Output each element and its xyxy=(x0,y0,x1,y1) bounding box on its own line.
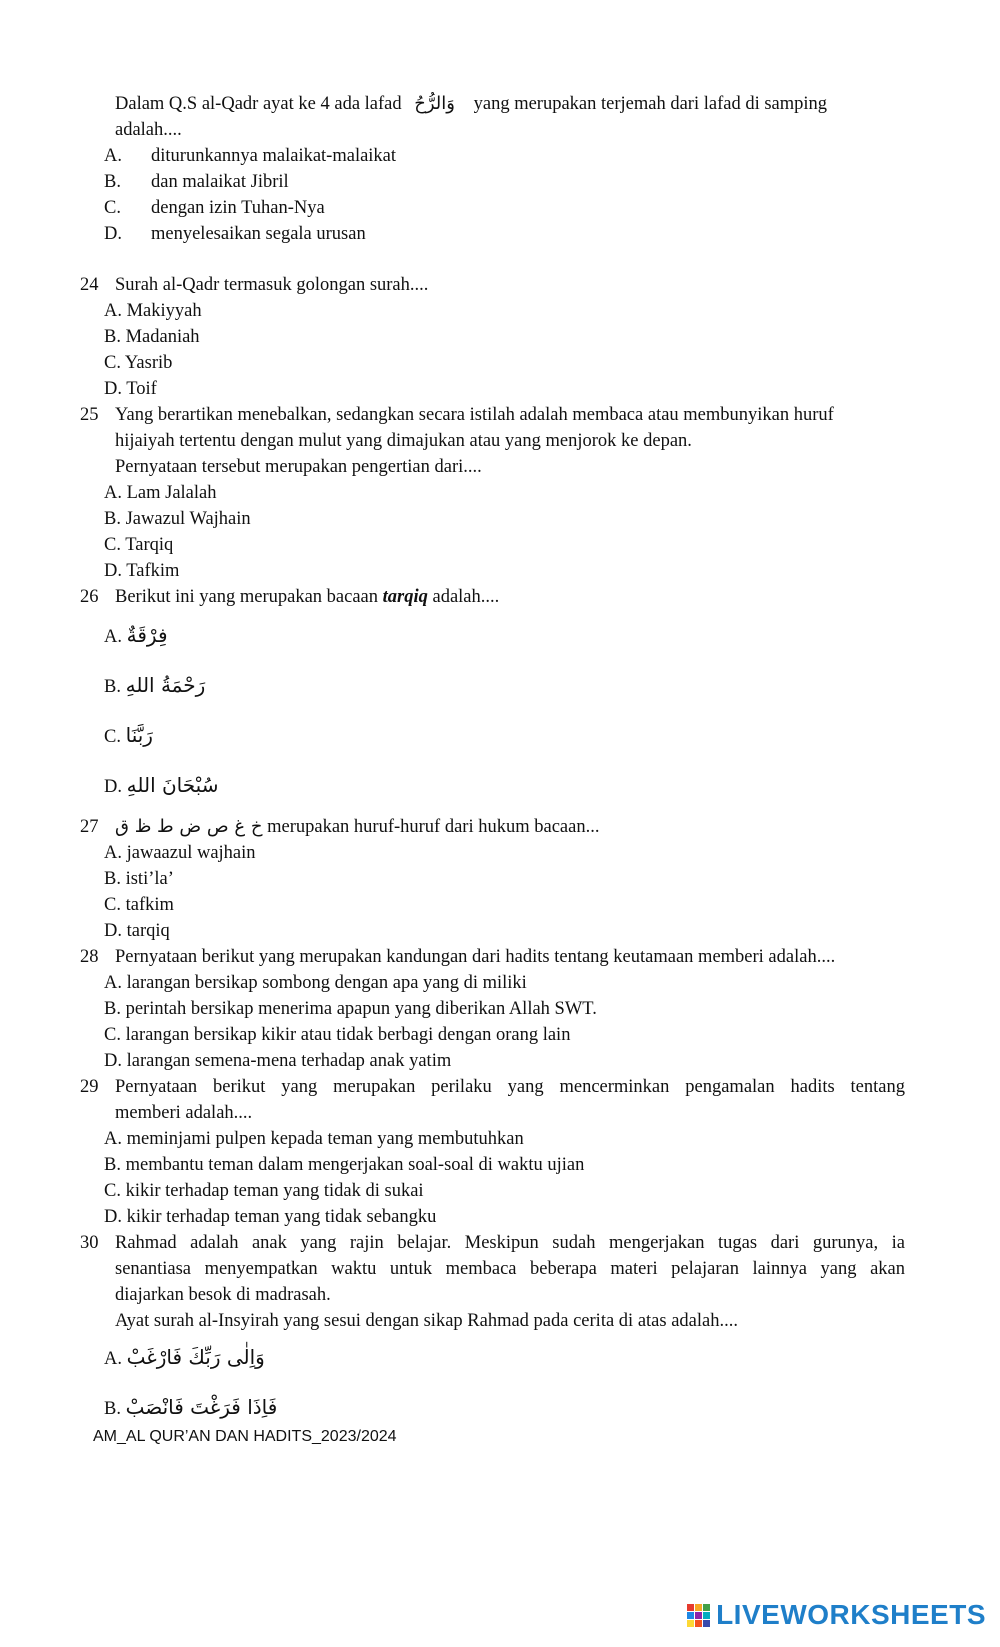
q29-option-b[interactable]: B. membantu teman dalam mengerjakan soal-soal di waktu ujian xyxy=(104,1155,585,1175)
q24-option-b[interactable]: B. Madaniah xyxy=(104,327,200,347)
q27-option-a[interactable]: A. jawaazul wajhain xyxy=(104,843,256,863)
q26-option-d-arabic: سُبْحَانَ اللهِ xyxy=(126,773,219,797)
q25-option-b[interactable]: B. Jawazul Wajhain xyxy=(104,509,251,529)
page-footer: AM_AL QUR’AN DAN HADITS_2023/2024 xyxy=(93,1428,397,1445)
q23-arabic-lafad: وَالرُّحُ xyxy=(414,93,455,114)
q28-number: 28 xyxy=(80,947,99,967)
q28-stem: Pernyataan berikut yang merupakan kandungan dari hadits tentang keutamaan memberi adalah.... xyxy=(115,947,836,967)
q27-stem: خ غ ص ض ط ظ ق merupakan huruf-huruf dari hukum bacaan... xyxy=(115,814,599,840)
q23-stem-before: Dalam Q.S al-Qadr ayat ke 4 ada lafad xyxy=(115,94,402,114)
q23-option-c[interactable]: C. dengan izin Tuhan-Nya xyxy=(104,198,325,218)
q25-number: 25 xyxy=(80,405,99,425)
q29-stem-line1: Pernyataan berikut yang merupakan perilaku yang mencerminkan pengamalan hadits tentang xyxy=(115,1077,905,1097)
q27-option-d[interactable]: D. tarqiq xyxy=(104,921,170,941)
q30-option-a[interactable]: A. وَاِلٰى رَبِّكَ فَارْغَبْ xyxy=(104,1345,265,1369)
q24-number: 24 xyxy=(80,275,99,295)
q28-option-a[interactable]: A. larangan bersikap sombong dengan apa yang di miliki xyxy=(104,973,527,993)
q28-option-d[interactable]: D. larangan semena-mena terhadap anak yatim xyxy=(104,1051,452,1071)
q27-arabic-letters: خ غ ص ض ط ظ ق xyxy=(115,816,263,837)
q26-option-c[interactable]: C. رَبَّنَا xyxy=(104,723,153,747)
q25-option-a[interactable]: A. Lam Jalalah xyxy=(104,483,217,503)
q30-stem-line2: senantiasa menyempatkan waktu untuk membaca beberapa materi pelajaran lainnya yang akan xyxy=(115,1259,905,1279)
q26-number: 26 xyxy=(80,587,99,607)
q26-option-b-arabic: رَحْمَةُ اللهِ xyxy=(125,673,206,697)
q30-option-b[interactable]: B. فَاِذَا فَرَغْتَ فَانْصَبْ xyxy=(104,1395,278,1419)
q26-option-a-arabic: فِرْقَةٌ xyxy=(126,623,168,647)
q25-stem-line3: Pernyataan tersebut merupakan pengertian dari.... xyxy=(115,457,482,477)
q26-stem: Berikut ini yang merupakan bacaan tarqiq adalah.... xyxy=(115,587,500,607)
q29-option-c[interactable]: C. kikir terhadap teman yang tidak di sukai xyxy=(104,1181,424,1201)
q23-option-a[interactable]: A. diturunkannya malaikat-malaikat xyxy=(104,146,397,166)
q26-stem-emphasis: tarqiq xyxy=(382,587,428,607)
liveworksheets-logo-icon xyxy=(687,1604,710,1627)
q28-option-b[interactable]: B. perintah bersikap menerima apapun yang diberikan Allah SWT. xyxy=(104,999,597,1019)
q25-option-d[interactable]: D. Tafkim xyxy=(104,561,180,581)
q24-option-d[interactable]: D. Toif xyxy=(104,379,157,399)
q23-option-d[interactable]: D. menyelesaikan segala urusan xyxy=(104,224,366,244)
q29-number: 29 xyxy=(80,1077,99,1097)
q27-option-b[interactable]: B. isti’la’ xyxy=(104,869,174,889)
q29-stem-line2: memberi adalah.... xyxy=(115,1103,253,1123)
q29-option-d[interactable]: D. kikir terhadap teman yang tidak sebangku xyxy=(104,1207,437,1227)
q23-option-b[interactable]: B. dan malaikat Jibril xyxy=(104,172,289,192)
q23-stem-after: yang merupakan terjemah dari lafad di samping xyxy=(473,94,828,114)
q26-option-d[interactable]: D. سُبْحَانَ اللهِ xyxy=(104,773,219,797)
q28-option-c[interactable]: C. larangan bersikap kikir atau tidak berbagi dengan orang lain xyxy=(104,1025,571,1045)
q29-option-a[interactable]: A. meminjami pulpen kepada teman yang membutuhkan xyxy=(104,1129,524,1149)
q25-stem-line1: Yang berartikan menebalkan, sedangkan secara istilah adalah membaca atau membunyikan huruf xyxy=(115,405,834,425)
q30-number: 30 xyxy=(80,1233,99,1253)
q24-option-a[interactable]: A. Makiyyah xyxy=(104,301,202,321)
q23-stem-line2: adalah.... xyxy=(115,120,182,140)
q25-stem-line2: hijaiyah tertentu dengan mulut yang dimajukan atau yang menjorok ke depan. xyxy=(115,431,692,451)
q27-number: 27 xyxy=(80,817,99,837)
q26-option-a[interactable]: A. فِرْقَةٌ xyxy=(104,623,168,647)
q30-option-a-arabic: وَاِلٰى رَبِّكَ فَارْغَبْ xyxy=(126,1345,265,1369)
q27-option-c[interactable]: C. tafkim xyxy=(104,895,174,915)
q25-option-c[interactable]: C. Tarqiq xyxy=(104,535,174,555)
q30-stem-line1: Rahmad adalah anak yang rajin belajar. Meskipun sudah mengerjakan tugas dari gurunya, ia xyxy=(115,1233,905,1253)
liveworksheets-wordmark: LIVEWORKSHEETS xyxy=(716,1599,986,1630)
q26-option-c-arabic: رَبَّنَا xyxy=(125,723,153,747)
q26-option-b[interactable]: B. رَحْمَةُ اللهِ xyxy=(104,673,206,697)
q24-stem: Surah al-Qadr termasuk golongan surah.... xyxy=(115,275,429,295)
q24-option-c[interactable]: C. Yasrib xyxy=(104,353,173,373)
q23-stem-line1 xyxy=(115,91,827,117)
q30-stem-line3: diajarkan besok di madrasah. xyxy=(115,1285,331,1305)
q30-option-b-arabic: فَاِذَا فَرَغْتَ فَانْصَبْ xyxy=(125,1395,278,1419)
liveworksheets-brand[interactable] xyxy=(687,1599,986,1631)
q30-stem-line4: Ayat surah al-Insyirah yang sesui dengan sikap Rahmad pada cerita di atas adalah.... xyxy=(115,1311,738,1331)
